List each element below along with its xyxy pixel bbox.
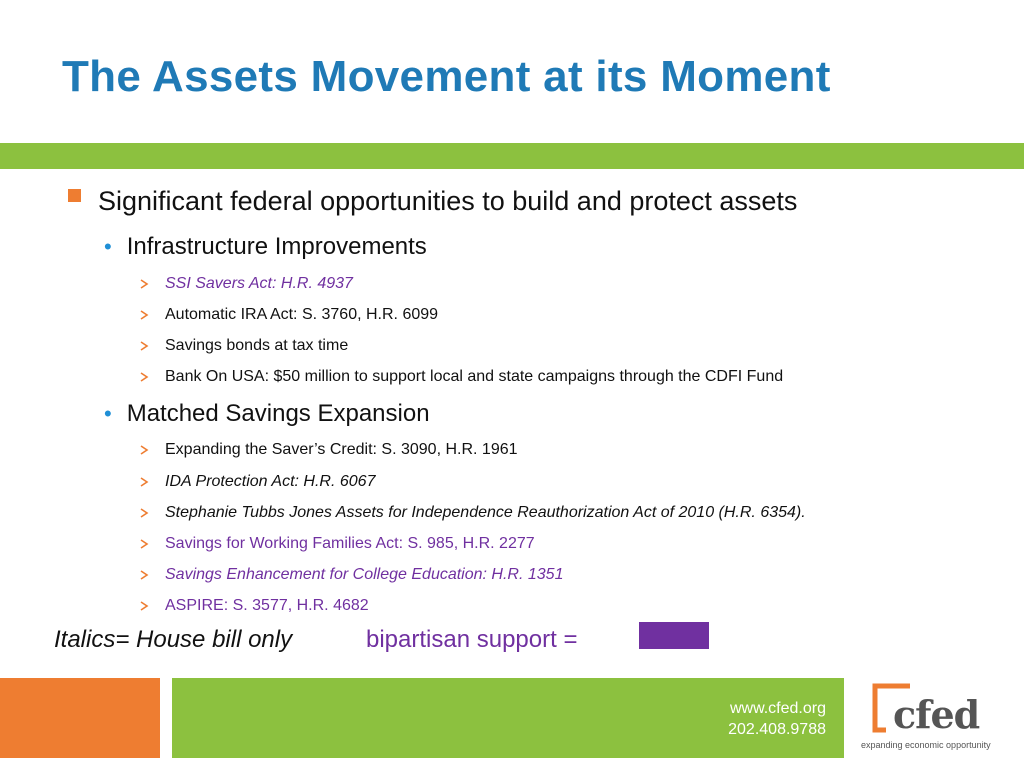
list-item: Bank On USA: $50 million to support local and state campaigns through the CDFI Fund	[139, 368, 783, 386]
slide-title: The Assets Movement at its Moment	[62, 52, 831, 101]
bipartisan-color-swatch	[639, 622, 709, 649]
arrow-bullet-icon	[139, 539, 149, 549]
arrow-bullet-icon	[139, 445, 149, 455]
cfed-logo	[857, 678, 1017, 758]
arrow-bullet-icon	[139, 570, 149, 580]
round-bullet-icon: •	[104, 234, 112, 259]
list-item: Automatic IRA Act: S. 3760, H.R. 6099	[139, 306, 438, 324]
list-item: Savings bonds at tax time	[139, 337, 348, 355]
section-heading-matched-savings: • Matched Savings Expansion	[104, 400, 430, 427]
list-item: SSI Savers Act: H.R. 4937	[139, 275, 353, 293]
list-item: ASPIRE: S. 3577, H.R. 4682	[139, 597, 369, 615]
title-divider-bar	[0, 143, 1024, 169]
list-item: Savings for Working Families Act: S. 985, H.R. 2277	[139, 535, 535, 553]
list-item: IDA Protection Act: H.R. 6067	[139, 473, 375, 491]
footer-green-block	[172, 678, 844, 758]
square-bullet-icon	[68, 189, 81, 202]
logo-tagline: expanding economic opportunity	[861, 740, 991, 750]
website-link[interactable]: www.cfed.org	[729, 700, 826, 717]
arrow-bullet-icon	[139, 372, 149, 382]
arrow-bullet-icon	[139, 477, 149, 487]
round-bullet-icon: •	[104, 401, 112, 426]
bipartisan-legend: bipartisan support =	[366, 626, 578, 653]
arrow-bullet-icon	[139, 279, 149, 289]
arrow-bullet-icon	[139, 341, 149, 351]
logo-text: cfed	[893, 692, 980, 737]
list-item: Stephanie Tubbs Jones Assets for Independence Reauthorization Act of 2010 (H.R. 6354).	[139, 504, 806, 522]
contact-info	[728, 698, 826, 740]
list-item: Savings Enhancement for College Education: H.R. 1351	[139, 566, 563, 584]
list-item: Expanding the Saver’s Credit: S. 3090, H.R. 1961	[139, 441, 518, 459]
main-bullet-text: Significant federal opportunities to build and protect assets	[98, 186, 798, 216]
main-bullet	[68, 186, 797, 217]
footer-orange-block	[0, 678, 160, 758]
arrow-bullet-icon	[139, 601, 149, 611]
arrow-bullet-icon	[139, 310, 149, 320]
arrow-bullet-icon	[139, 508, 149, 518]
phone-number: 202.408.9788	[728, 721, 826, 738]
italics-legend: Italics= House bill only	[54, 626, 293, 653]
section-heading-infrastructure: • Infrastructure Improvements	[104, 233, 427, 260]
